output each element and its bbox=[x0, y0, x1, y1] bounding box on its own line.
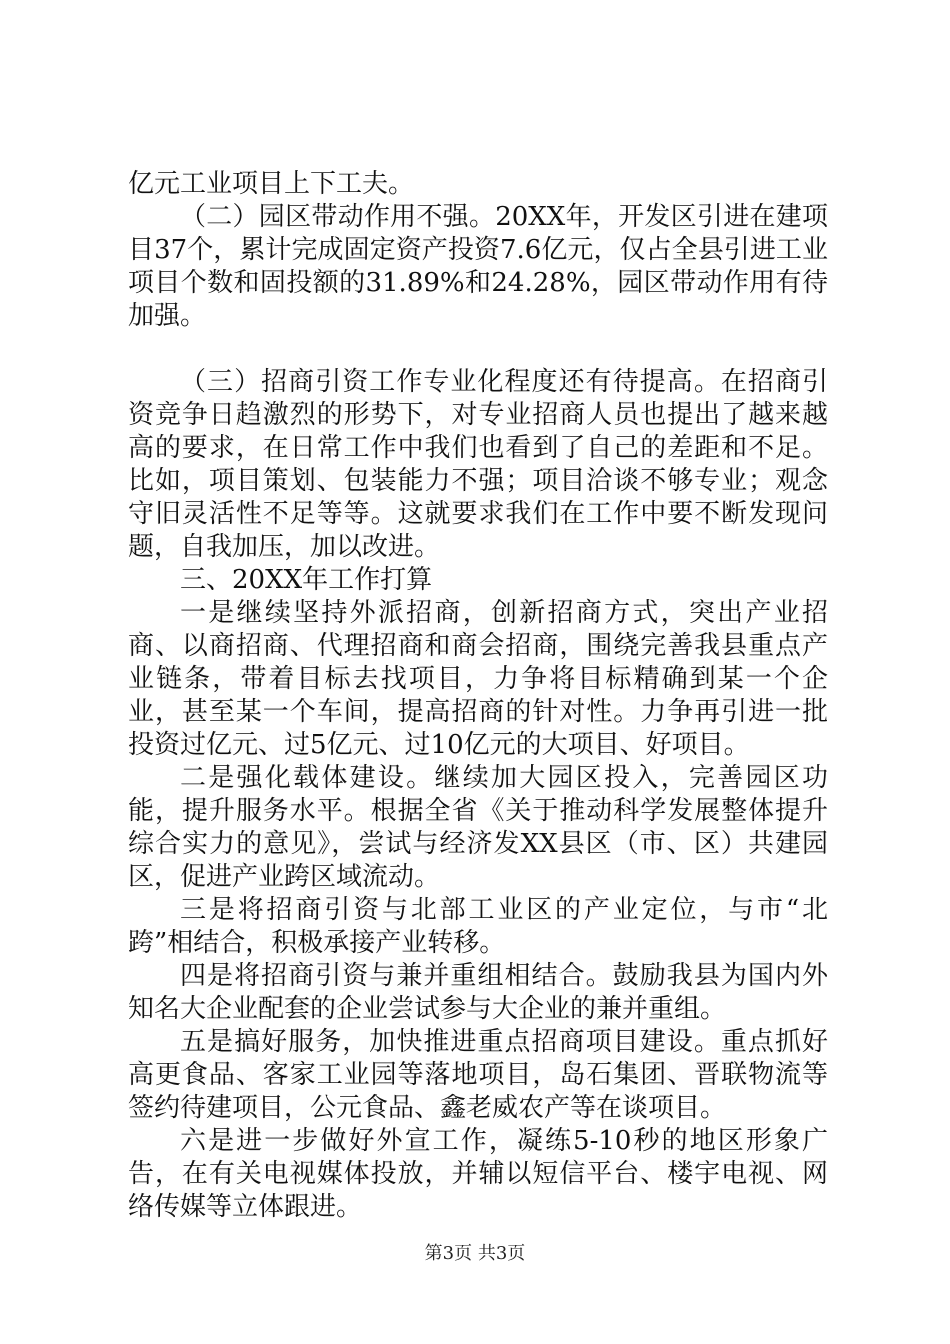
paragraph-5: 二是强化载体建设。继续加大园区投入，完善园区功能，提升服务水平。根据全省《关于推动科学发展整体提升综合实力的意见》，尝试与经济发XX县区（市、区）共建园区，促进产业跨区域流动。 bbox=[128, 763, 828, 892]
paragraph-6: 三是将招商引资与北部工业区的产业定位，与市“北跨”相结合，积极承接产业转移。 bbox=[128, 895, 828, 958]
paragraph-1: 亿元工业项目上下工夫。 bbox=[128, 169, 415, 199]
paragraph-2: （二）园区带动作用不强。20XX年，开发区引进在建项目37个，累计完成固定资产投资7.6亿元，仅占全县引进工业项目个数和固投额的31.89%和24.28%，园区带动作用有待加强。 bbox=[128, 202, 828, 331]
paragraph-7: 四是将招商引资与兼并重组相结合。鼓励我县为国内外知名大企业配套的企业尝试参与大企业的兼并重组。 bbox=[128, 961, 828, 1024]
paragraph-gap bbox=[128, 333, 828, 366]
paragraph-8: 五是搞好服务，加快推进重点招商项目建设。重点抓好高更食品、客家工业园等落地项目，岛石集团、晋联物流等签约待建项目，公元食品、鑫老威农产等在谈项目。 bbox=[128, 1027, 828, 1123]
page-number: 第3页 共3页 bbox=[424, 1243, 526, 1264]
paragraph-9: 六是进一步做好外宣工作，凝练5-10秒的地区形象广告，在有关电视媒体投放，并辅以短信平台、楼宇电视、网络传媒等立体跟进。 bbox=[128, 1126, 828, 1222]
paragraph-4: 一是继续坚持外派招商，创新招商方式，突出产业招商、以商招商、代理招商和商会招商，围绕完善我县重点产业链条，带着目标去找项目，力争将目标精确到某一个企业，甚至某一个车间，提高招商的针对性。力争再引进一批投资过亿元、过5亿元、过10亿元的大项目、好项目。 bbox=[128, 598, 828, 760]
section-heading: 三、20XX年工作打算 bbox=[180, 565, 433, 595]
page-footer bbox=[0, 1242, 950, 1266]
document-body bbox=[128, 168, 828, 1224]
paragraph-3: （三）招商引资工作专业化程度还有待提高。在招商引资竞争日趋激烈的形势下，对专业招商人员也提出了越来越高的要求，在日常工作中我们也看到了自己的差距和不足。比如，项目策划、包装能力不强；项目洽谈不够专业；观念守旧灵活性不足等等。这就要求我们在工作中要不断发现问题，自我加压，加以改进。 bbox=[128, 367, 828, 562]
